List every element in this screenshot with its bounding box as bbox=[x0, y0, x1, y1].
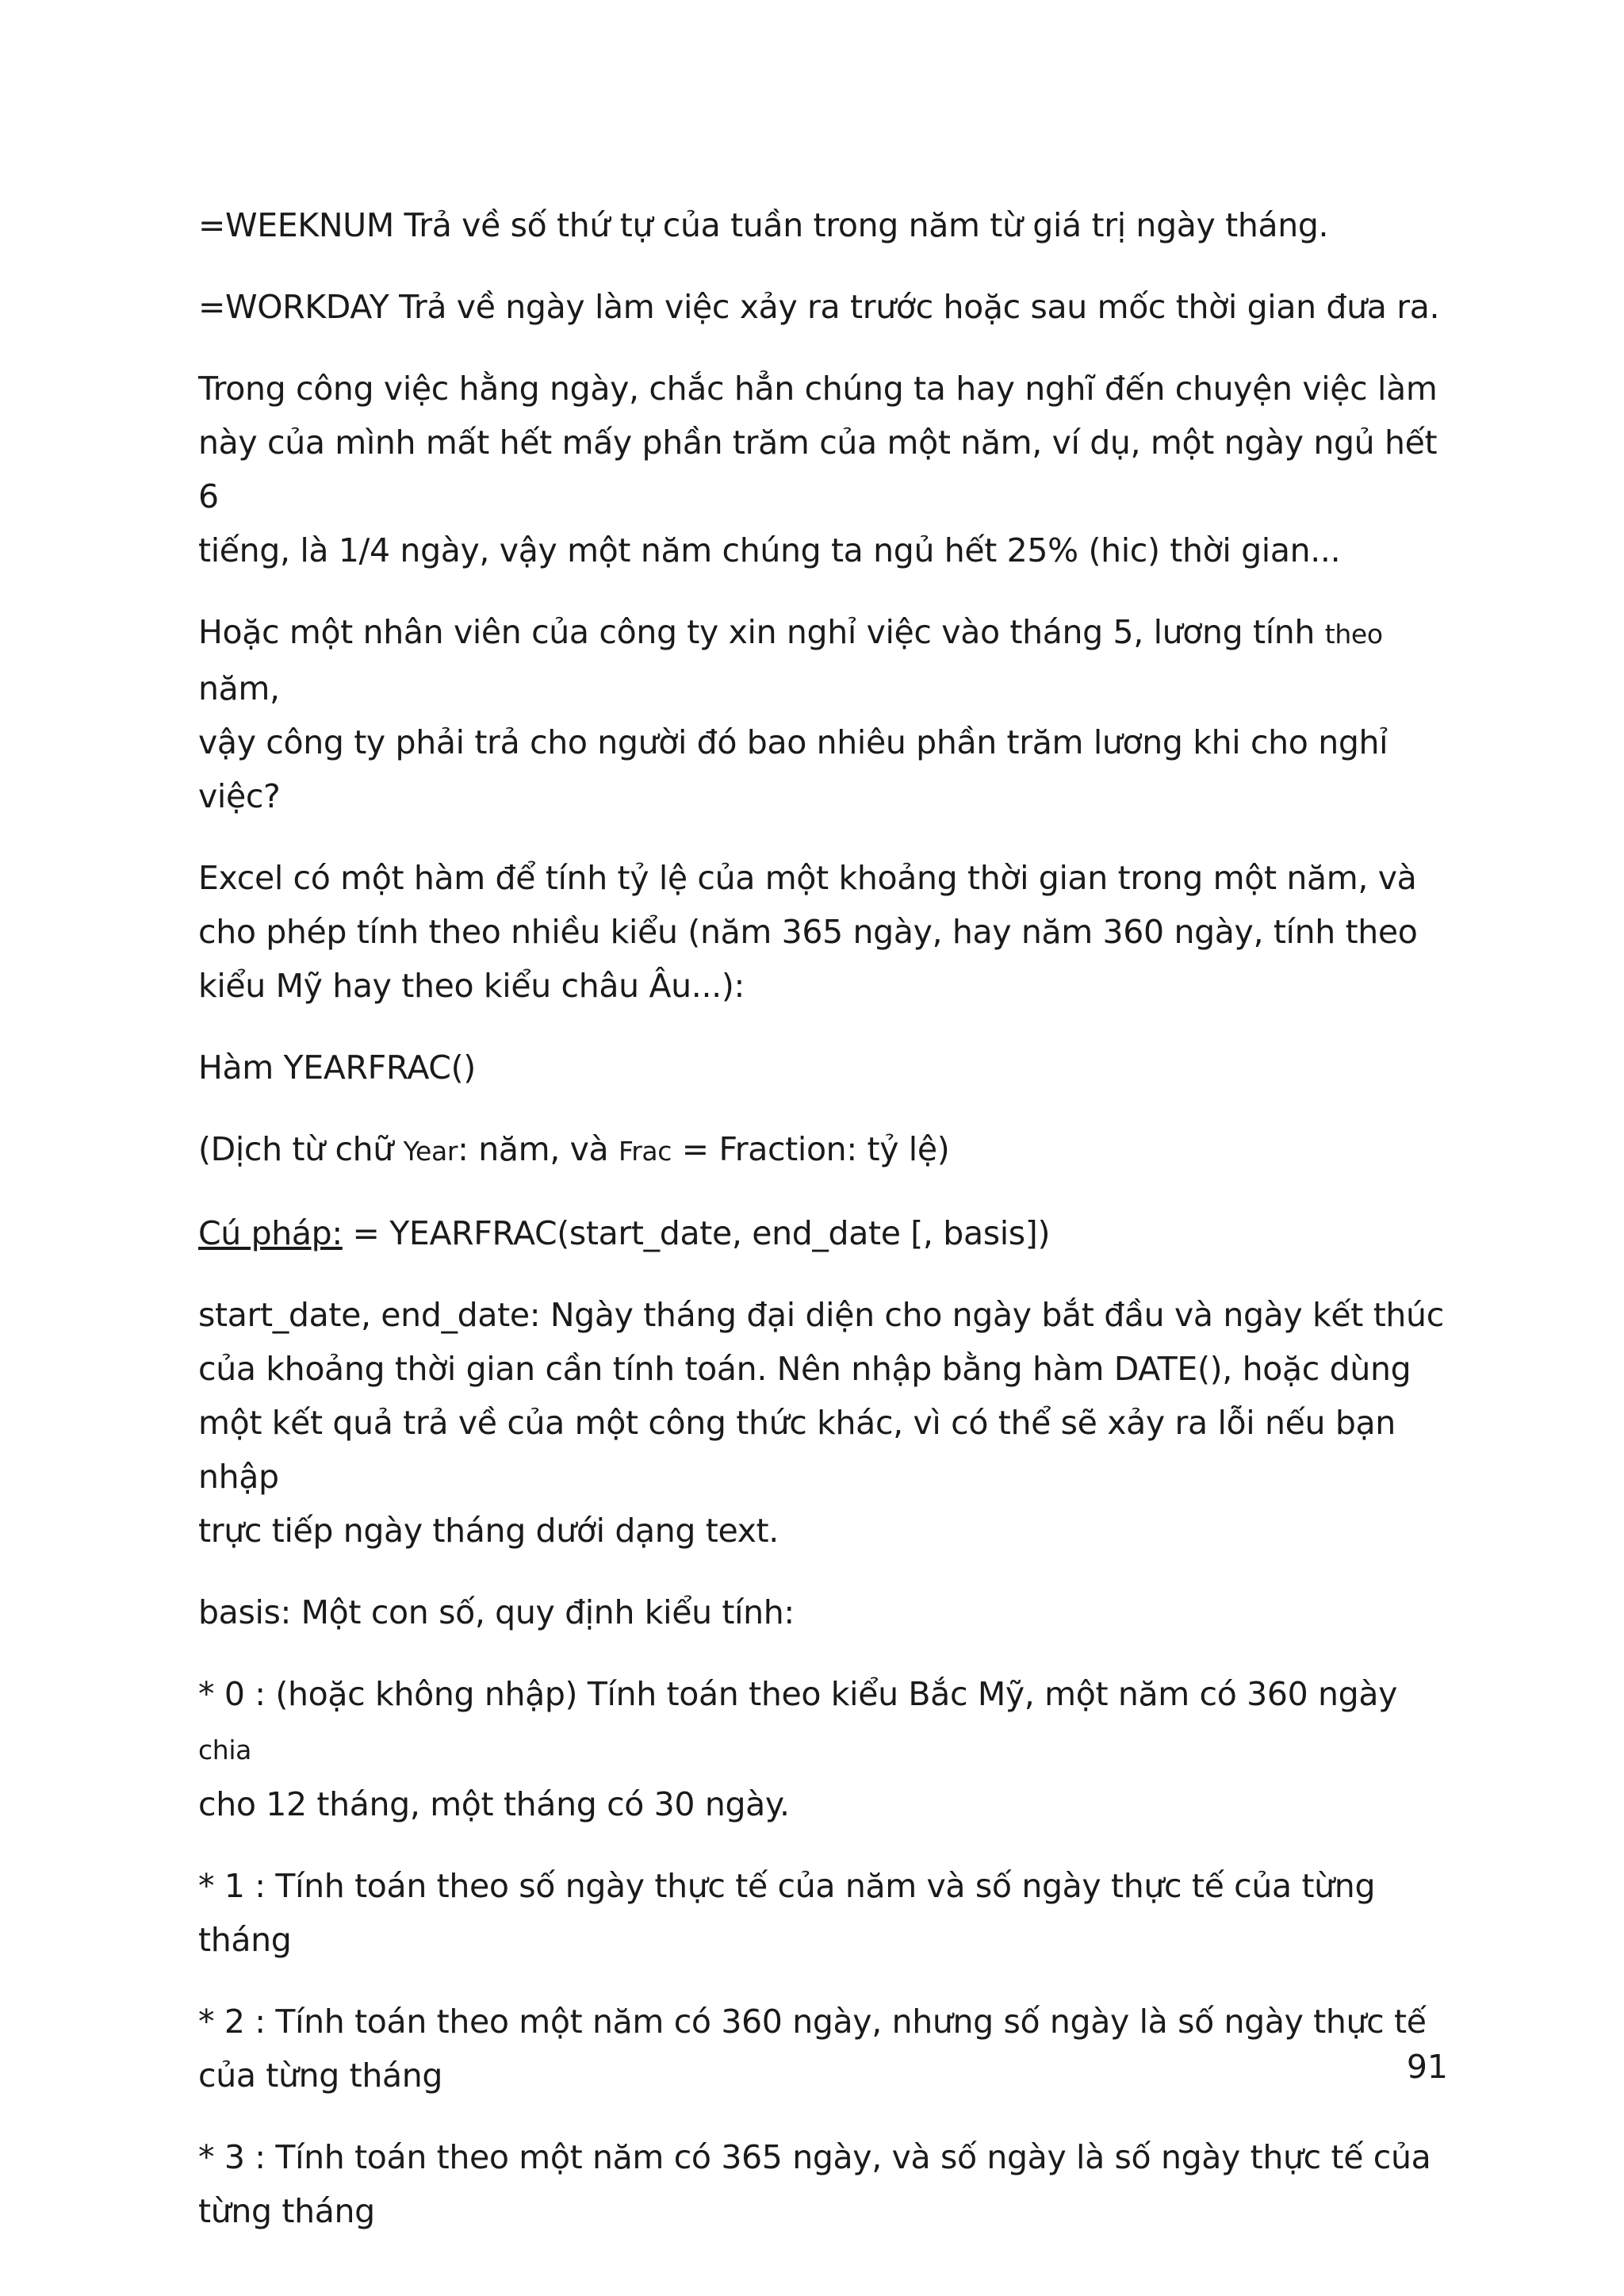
text-basis0-small: chia bbox=[198, 1734, 252, 1765]
text-basis3-line1: * 3 : Tính toán theo một năm có 365 ngày, và số ngày là số ngày thực tế của bbox=[198, 2138, 1431, 2176]
text-intro-line2: này của mình mất hết mấy phần trăm của một năm, ví dụ, một ngày ngủ hết 6 bbox=[198, 424, 1438, 516]
paragraph-intro bbox=[198, 362, 1447, 577]
syntax-text: = YEARFRAC(start_date, end_date [, basis]) bbox=[342, 1214, 1051, 1252]
paragraph-basis-0 bbox=[198, 1667, 1447, 1831]
syntax-label: Cú pháp: bbox=[198, 1214, 343, 1252]
text-basis3-line2: từng tháng bbox=[198, 2192, 375, 2230]
paragraph-function-name bbox=[198, 1041, 1447, 1094]
text-intro-line3: tiếng, là 1/4 ngày, vậy một năm chúng ta ngủ hết 25% (hic) thời gian... bbox=[198, 531, 1341, 569]
text-excel-line3: kiểu Mỹ hay theo kiểu châu Âu...): bbox=[198, 967, 745, 1005]
text-employee-small: theo bbox=[1324, 619, 1383, 650]
paragraph-weeknum bbox=[198, 198, 1447, 252]
text-translate-a: (Dịch từ chữ bbox=[198, 1130, 404, 1168]
paragraph-translation bbox=[198, 1122, 1447, 1179]
text-employee-b: năm, bbox=[198, 669, 280, 707]
text-weeknum: =WEEKNUM Trả về số thứ tự của tuần trong năm từ giá trị ngày tháng. bbox=[198, 206, 1329, 244]
text-dates-line4: trực tiếp ngày tháng dưới dạng text. bbox=[198, 1512, 779, 1550]
text-dates-line1: start_date, end_date: Ngày tháng đại diện cho ngày bắt đầu và ngày kết thúc bbox=[198, 1296, 1444, 1334]
text-translate-frac: Frac bbox=[618, 1136, 672, 1167]
page-number: 91 bbox=[1406, 2048, 1448, 2086]
paragraph-excel bbox=[198, 851, 1447, 1013]
paragraph-basis-2 bbox=[198, 1995, 1447, 2102]
text-basis0-line2: cho 12 tháng, một tháng có 30 ngày. bbox=[198, 1785, 790, 1823]
paragraph-syntax bbox=[198, 1206, 1447, 1260]
text-translate-year: Year bbox=[403, 1136, 458, 1167]
text-basis2-line2: của từng tháng bbox=[198, 2056, 443, 2095]
text-basis0-a: * 0 : (hoặc không nhập) Tính toán theo kiểu Bắc Mỹ, một năm có 360 ngày bbox=[198, 1675, 1398, 1713]
text-employee-line3: việc? bbox=[198, 777, 281, 815]
text-employee-line2: vậy công ty phải trả cho người đó bao nhiêu phần trăm lương khi cho nghỉ bbox=[198, 723, 1388, 761]
text-employee-a: Hoặc một nhân viên của công ty xin nghỉ việc vào tháng 5, lương tính bbox=[198, 613, 1325, 651]
text-translate-c: = Fraction: tỷ lệ) bbox=[672, 1130, 950, 1168]
text-basis1: * 1 : Tính toán theo số ngày thực tế của năm và số ngày thực tế của từng tháng bbox=[198, 1867, 1376, 1959]
text-dates-line2: của khoảng thời gian cần tính toán. Nên nhập bằng hàm DATE(), hoặc dùng bbox=[198, 1350, 1411, 1388]
paragraph-basis bbox=[198, 1585, 1447, 1639]
text-excel-line2: cho phép tính theo nhiều kiểu (năm 365 ngày, hay năm 360 ngày, tính theo bbox=[198, 913, 1418, 951]
text-basis: basis: Một con số, quy định kiểu tính: bbox=[198, 1593, 795, 1631]
text-dates-line3: một kết quả trả về của một công thức khác, vì có thể sẽ xảy ra lỗi nếu bạn nhập bbox=[198, 1404, 1396, 1496]
text-excel-line1: Excel có một hàm để tính tỷ lệ của một khoảng thời gian trong một năm, và bbox=[198, 859, 1417, 897]
document-body bbox=[198, 198, 1447, 2266]
text-workday: =WORKDAY Trả về ngày làm việc xảy ra trước hoặc sau mốc thời gian đưa ra. bbox=[198, 288, 1440, 326]
text-basis2-line1: * 2 : Tính toán theo một năm có 360 ngày, nhưng số ngày là số ngày thực tế bbox=[198, 2003, 1427, 2041]
paragraph-workday bbox=[198, 280, 1447, 334]
paragraph-basis-1 bbox=[198, 1859, 1447, 1967]
paragraph-dates bbox=[198, 1288, 1447, 1558]
text-translate-b: : năm, và bbox=[458, 1130, 619, 1168]
text-function-name: Hàm YEARFRAC() bbox=[198, 1048, 476, 1087]
paragraph-employee bbox=[198, 605, 1447, 823]
paragraph-basis-3 bbox=[198, 2130, 1447, 2238]
text-intro-line1: Trong công việc hằng ngày, chắc hẳn chúng ta hay nghĩ đến chuyện việc làm bbox=[198, 370, 1438, 408]
